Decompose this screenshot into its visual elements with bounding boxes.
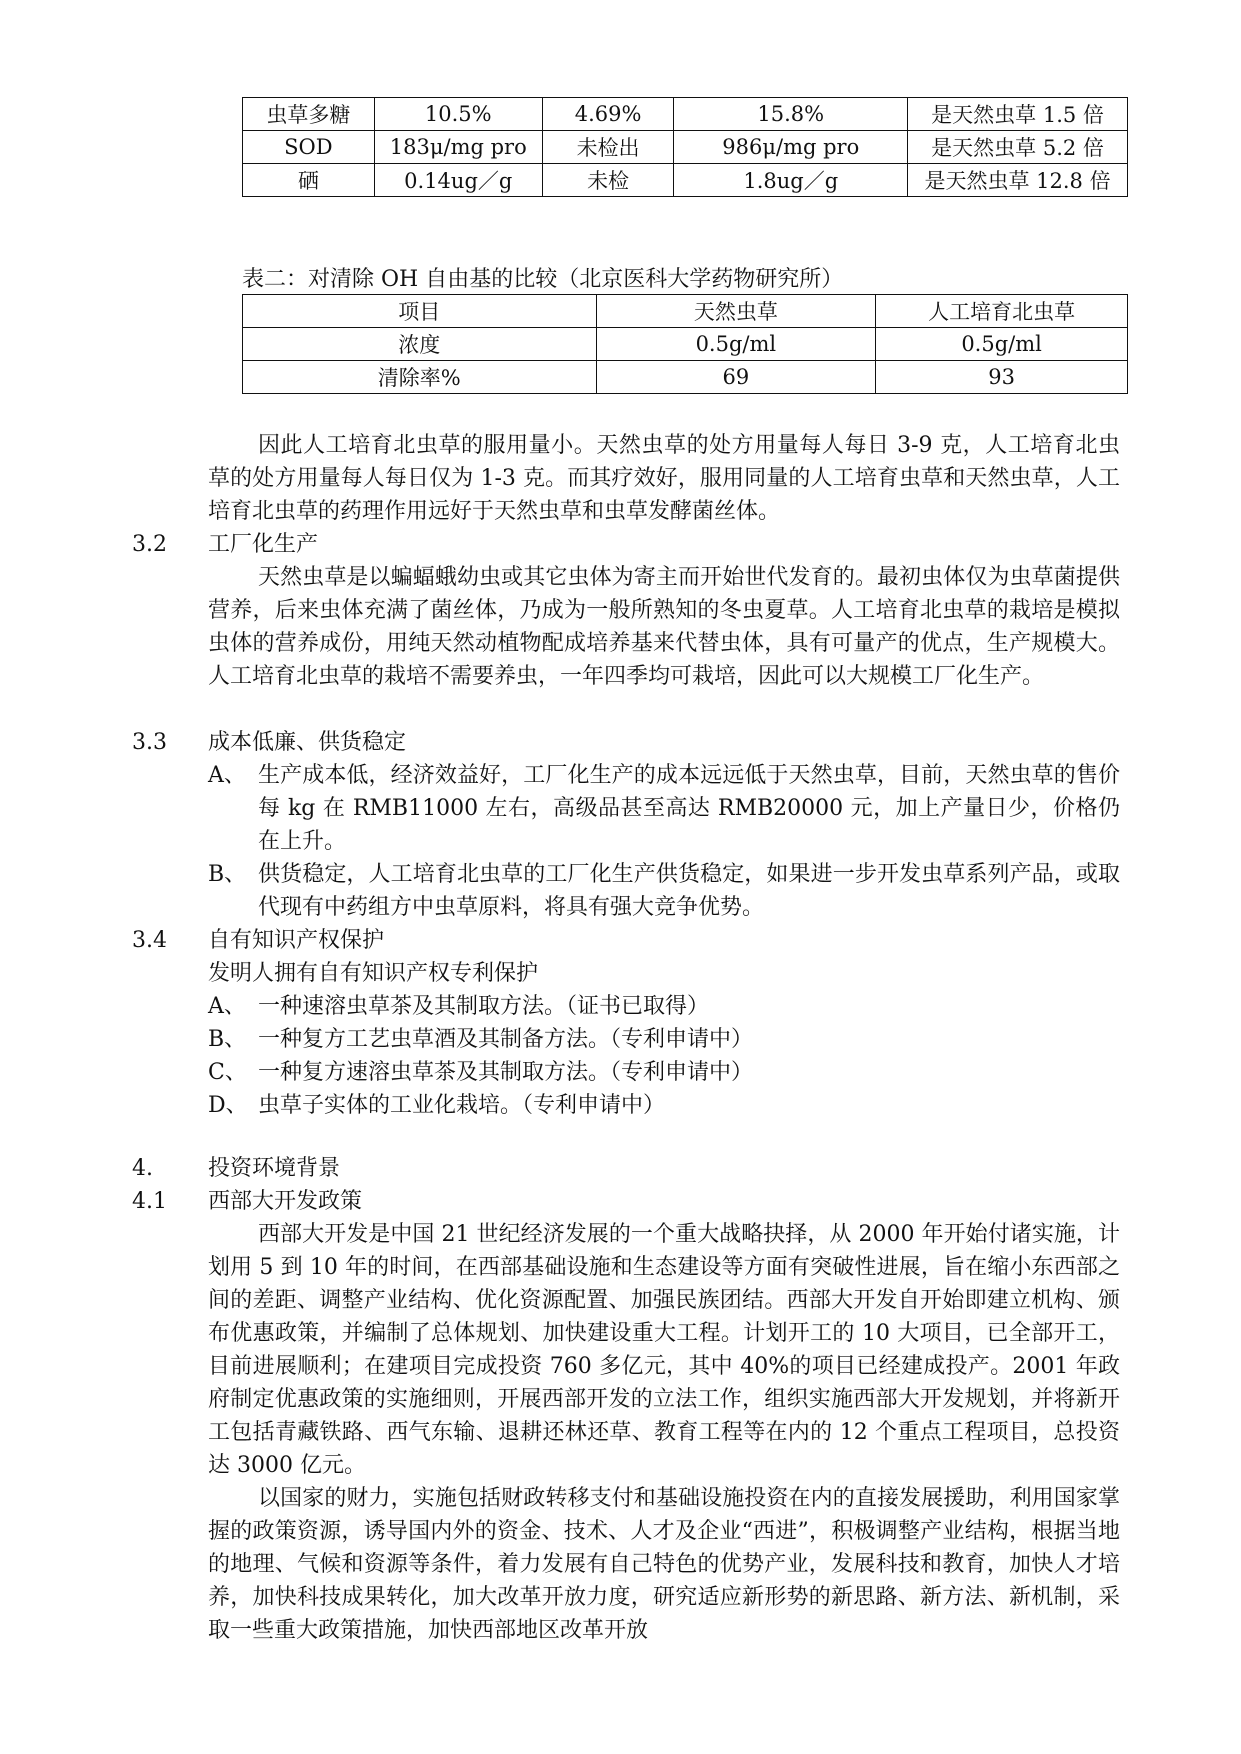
table-cell: 是天然虫草 5.2 倍 (908, 131, 1128, 164)
section-title: 成本低廉、供货稳定 (208, 730, 407, 755)
list-item-text: 生产成本低，经济效益好，工厂化生产的成本远远低于天然虫草，目前，天然虫草的售价每 kg 在 RMB11000 左右，高级品甚至高达 RMB20000 元，加上产量日少，价格仍在上升。 (258, 763, 1120, 854)
table-header-cell: 人工培育北虫草 (876, 295, 1128, 328)
table-cell: 浓度 (243, 328, 597, 361)
dosage-paragraph: 因此人工培育北虫草的服用量小。天然虫草的处方用量每人每日 3-9 克，人工培育北虫草的处方用量每人每日仅为 1-3 克。而其疗效好，服用同量的人工培育虫草和天然虫草，人工培育北虫草的药理作用远好于天然虫草和虫草发酵菌丝体。 (208, 433, 1120, 524)
west-policy-paragraph-1: 西部大开发是中国 21 世纪经济发展的一个重大战略抉择，从 2000 年开始付诸实施，计划用 5 到 10 年的时间，在西部基础设施和生态建设等方面有突破性进展，旨在缩小东西部之间的差距、调整产业结构、优化资源配置、加强民族团结。西部大开发自开始即建立机构、颁布优惠政策，并编制了总体规划、加快建设重大工程。计划开工的 10 大项目，已全部开工，目前进展顺利；在建项目完成投资 760 多亿元，其中 40%的项目已经建成投产。2001 年政府制定优惠政策的实施细则，开展西部开发的立法工作，组织实施西部大开发规划，并将新开工包括青藏铁路、西气东输、退耕还林还草、教育工程等在内的 12 个重点工程项目，总投资达 3000 亿元。 (208, 1222, 1120, 1478)
comparison-table-2 (242, 294, 1128, 394)
section-number: 3.4 (132, 928, 167, 953)
table-cell: 10.5% (374, 98, 542, 131)
comparison-table-1 (242, 97, 1128, 197)
table-cell: 清除率% (243, 361, 597, 394)
section-title: 西部大开发政策 (208, 1189, 363, 1214)
table-header-cell: 项目 (243, 295, 597, 328)
table-cell: 183μ/mg pro (374, 131, 542, 164)
table-cell: SOD (243, 131, 375, 164)
table-cell: 4.69% (542, 98, 674, 131)
list-item (208, 858, 1120, 924)
table-row (243, 164, 1128, 197)
list-item (208, 1089, 1120, 1122)
section-number: 4.1 (132, 1189, 167, 1214)
list-item-label: A、 (208, 763, 246, 788)
ip-intro: 发明人拥有自有知识产权专利保护 (208, 961, 539, 986)
table-cell: 是天然虫草 12.8 倍 (908, 164, 1128, 197)
list-item (208, 759, 1120, 858)
factory-paragraph: 天然虫草是以蝙蝠蛾幼虫或其它虫体为寄主而开始世代发育的。最初虫体仅为虫草菌提供营养，后来虫体充满了菌丝体，乃成为一般所熟知的冬虫夏草。人工培育北虫草的栽培是模拟虫体的营养成份，用纯天然动植物配成培养基来代替虫体，具有可量产的优点，生产规模大。人工培育北虫草的栽培不需要养虫，一年四季均可栽培，因此可以大规模工厂化生产。 (208, 565, 1120, 689)
table-2-caption: 表二：对清除 OH 自由基的比较（北京医科大学药物研究所） (242, 267, 844, 292)
table-cell: 未检出 (542, 131, 674, 164)
list-item-label: D、 (208, 1093, 248, 1118)
table-cell: 0.5g/ml (596, 328, 876, 361)
table-row (243, 328, 1128, 361)
list-item-text: 一种复方速溶虫草茶及其制取方法。（专利申请中） (258, 1060, 754, 1085)
list-item-label: C、 (208, 1060, 247, 1085)
table-cell: 硒 (243, 164, 375, 197)
table-cell: 69 (596, 361, 876, 394)
section-title: 工厂化生产 (208, 532, 319, 557)
section-number: 3.3 (132, 730, 167, 755)
list-item (208, 990, 1120, 1023)
list-item-text: 虫草子实体的工业化栽培。（专利申请中） (258, 1093, 666, 1118)
table-cell: 1.8ug／g (674, 164, 908, 197)
section-title: 投资环境背景 (208, 1156, 341, 1181)
list-item (208, 1056, 1120, 1089)
section-number: 4. (132, 1156, 153, 1181)
table-cell: 未检 (542, 164, 674, 197)
table-cell: 986μ/mg pro (674, 131, 908, 164)
table-cell: 0.5g/ml (876, 328, 1128, 361)
table-row (243, 98, 1128, 131)
table-row (243, 131, 1128, 164)
table-row (243, 361, 1128, 394)
list-item-label: B、 (208, 862, 247, 887)
table-cell: 0.14ug／g (374, 164, 542, 197)
table-header-cell: 天然虫草 (596, 295, 876, 328)
list-item-text: 一种速溶虫草茶及其制取方法。（证书已取得） (258, 994, 710, 1019)
table-cell: 虫草多糖 (243, 98, 375, 131)
table-header-row (243, 295, 1128, 328)
section-number: 3.2 (132, 532, 167, 557)
table-cell: 15.8% (674, 98, 908, 131)
list-item-label: A、 (208, 994, 246, 1019)
table-cell: 是天然虫草 1.5 倍 (908, 98, 1128, 131)
list-item-text: 一种复方工艺虫草酒及其制备方法。（专利申请中） (258, 1027, 754, 1052)
list-item-text: 供货稳定，人工培育北虫草的工厂化生产供货稳定，如果进一步开发虫草系列产品，或取代现有中药组方中虫草原料，将具有强大竞争优势。 (258, 862, 1120, 920)
list-item-label: B、 (208, 1027, 247, 1052)
list-item (208, 1023, 1120, 1056)
table-cell: 93 (876, 361, 1128, 394)
west-policy-paragraph-2: 以国家的财力，实施包括财政转移支付和基础设施投资在内的直接发展援助，利用国家掌握的政策资源，诱导国内外的资金、技术、人才及企业“西进”，积极调整产业结构，根据当地的地理、气候和资源等条件，着力发展有自己特色的优势产业，发展科技和教育，加快人才培养，加快科技成果转化，加大改革开放力度，研究适应新形势的新思路、新方法、新机制，采取一些重大政策措施，加快西部地区改革开放 (208, 1486, 1120, 1643)
section-title: 自有知识产权保护 (208, 928, 385, 953)
